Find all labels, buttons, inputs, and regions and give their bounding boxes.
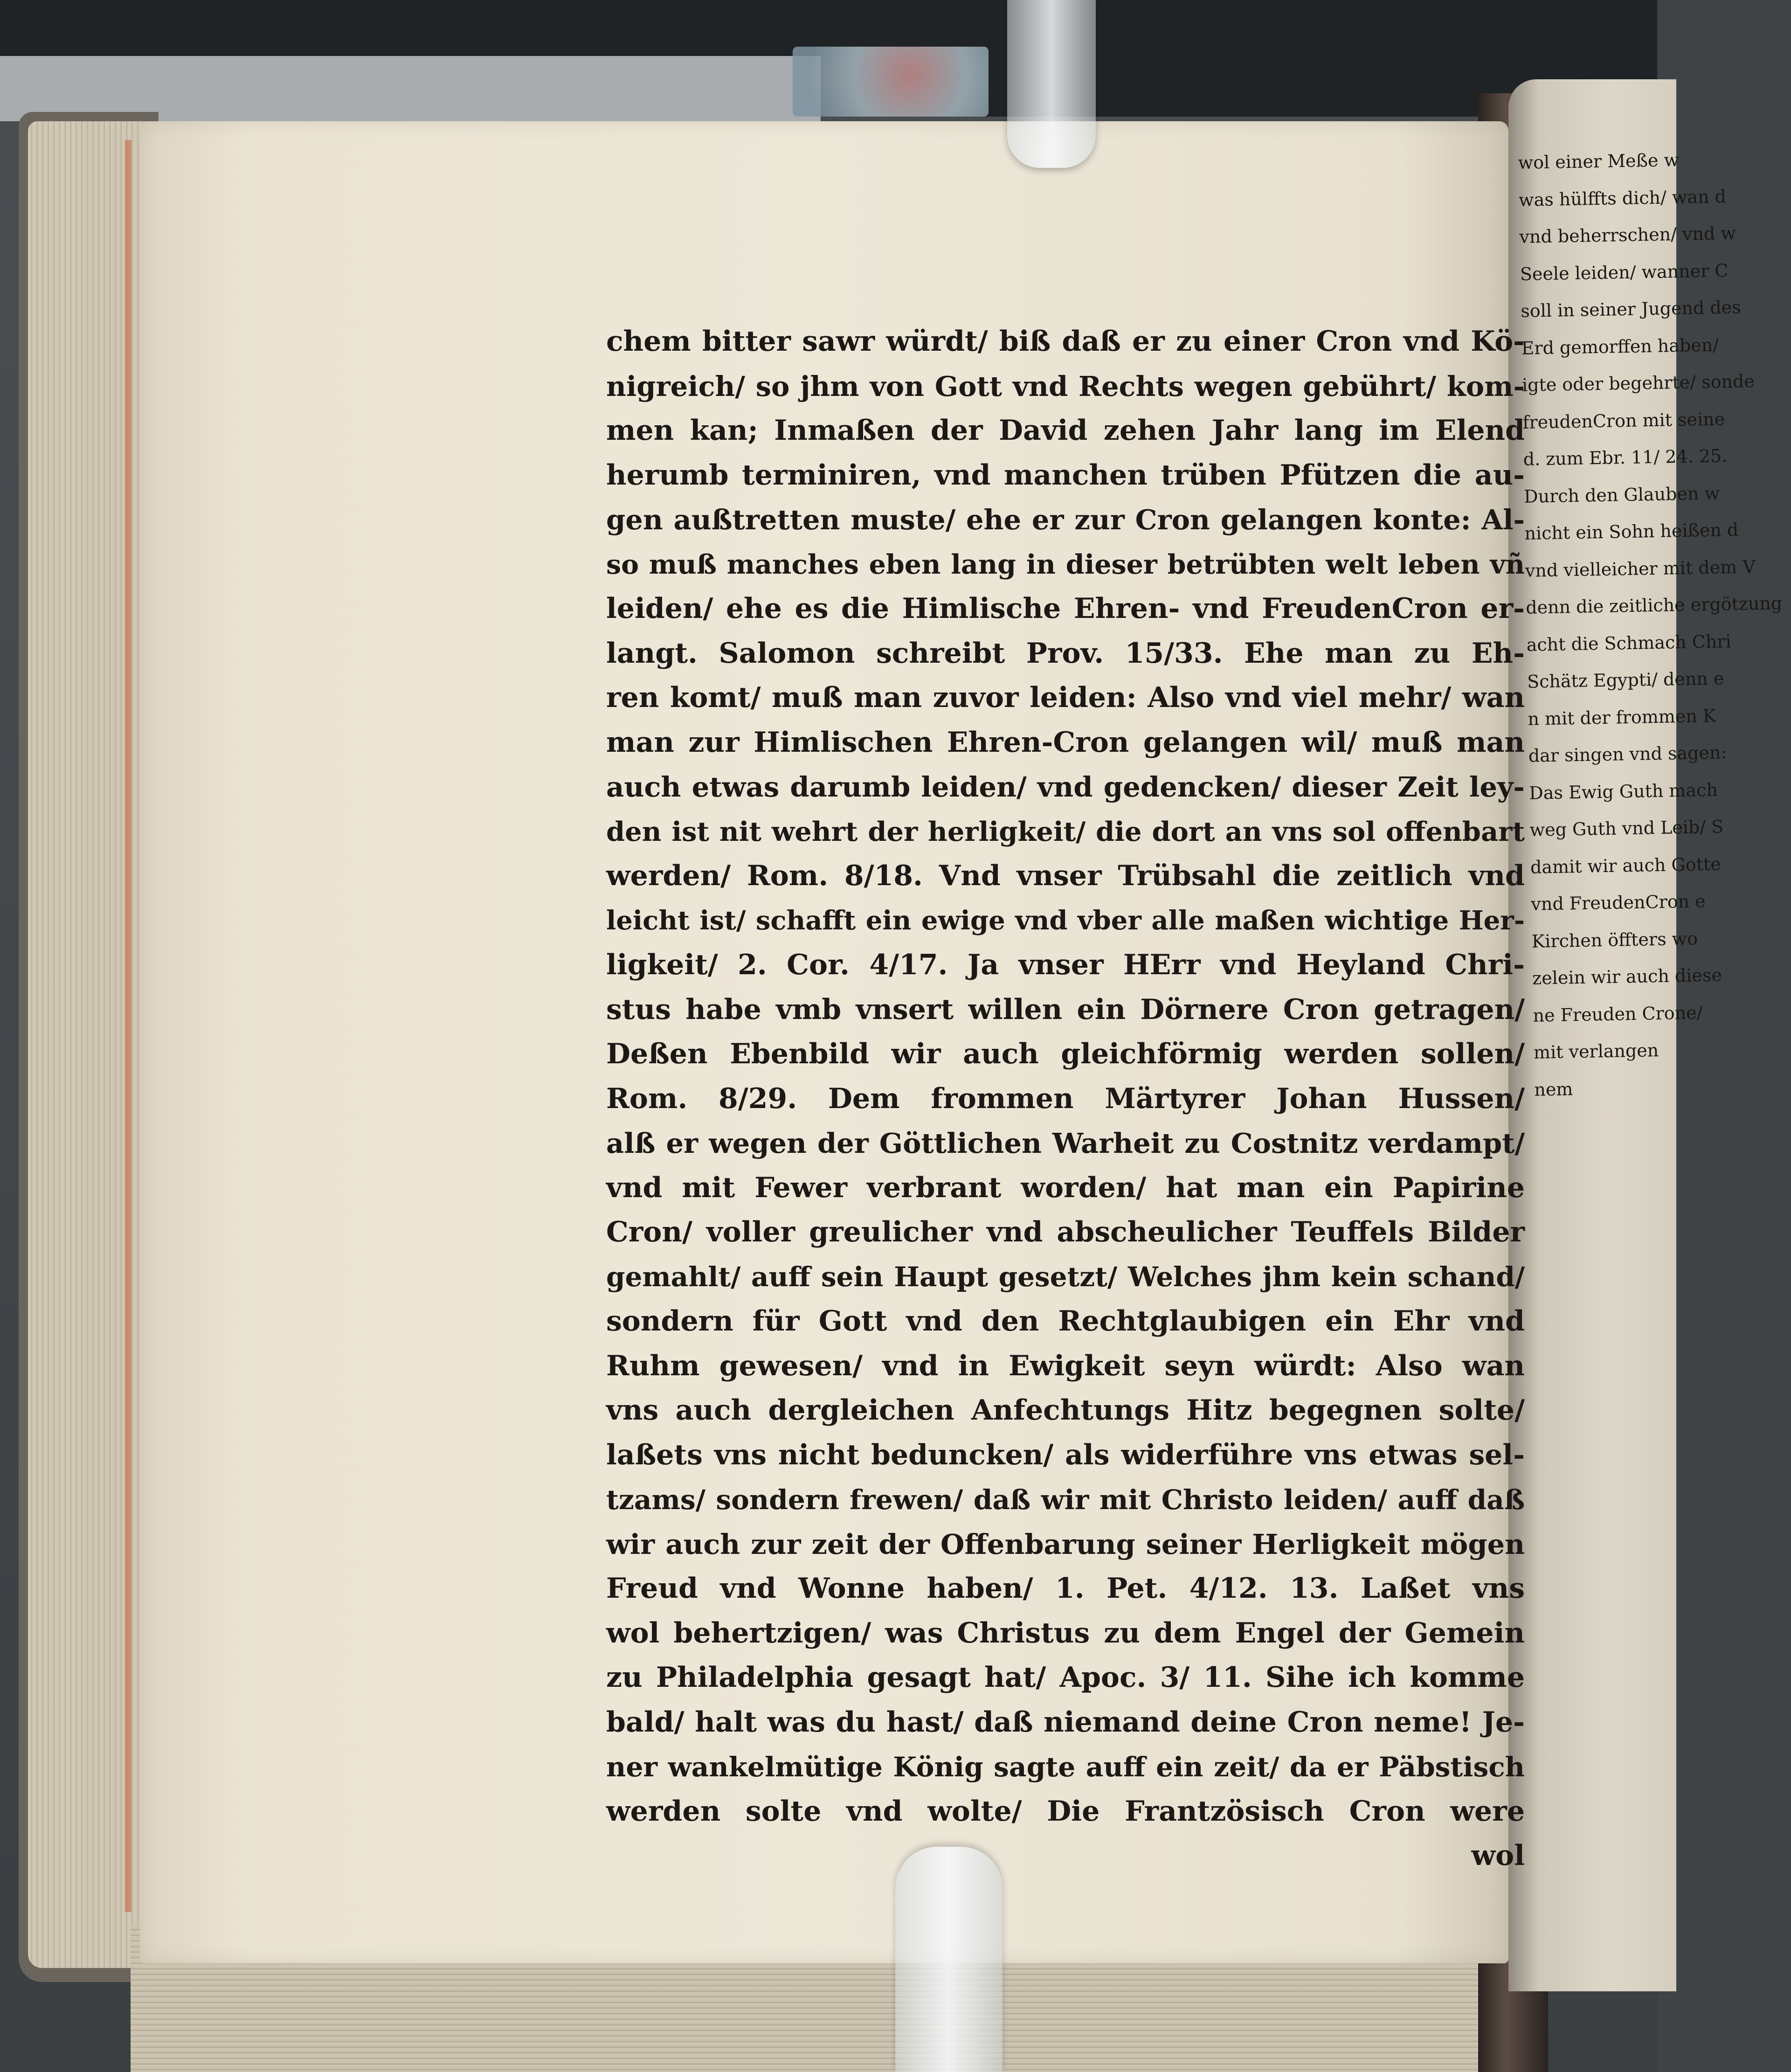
facing-page-text — [1518, 142, 1783, 1109]
facing-text-line: dar singen vnd sagen: — [1528, 742, 1727, 766]
facing-text-line: igte oder begehrte/ sonde — [1521, 371, 1755, 395]
facing-page — [1508, 79, 1783, 1991]
facing-text-line: weg Guth vnd Leib/ S — [1529, 816, 1724, 840]
bottom-page-clip — [895, 1847, 1003, 2072]
text-line: werden/ Rom. 8/18. Vnd vnser Trübsahl die zeitlich vnd — [606, 859, 1525, 892]
text-line: Deßen Ebenbild wir auch gleichförmig werden sollen/ — [606, 1038, 1525, 1070]
text-line: Rom. 8/29. Dem frommen Märtyrer Johan Hussen/ — [606, 1082, 1525, 1115]
facing-text-line: wol einer Meße w — [1518, 149, 1680, 173]
text-line: zu Philadelphia gesagt hat/ Apoc. 3/ 11. Sihe ich komme — [606, 1661, 1525, 1694]
facing-text-line: mit verlangen — [1533, 1040, 1659, 1063]
text-line: werden solte vnd wolte/ Die Frantzösisch Cron were — [606, 1795, 1525, 1828]
facing-text-line: denn die zeitliche ergötzung — [1525, 593, 1783, 618]
text-line: chem bitter sawr würdt/ biß daß er zu einer Cron vnd Kö- — [606, 325, 1525, 358]
facing-text-line: Durch den Glauben w — [1523, 483, 1720, 507]
text-line: leiden/ ehe es die Himlische Ehren- vnd FreudenCron er- — [606, 592, 1525, 625]
facing-text-line: n mit der frommen K — [1528, 705, 1716, 729]
text-line: nigreich/ so jhm von Gott vnd Rechts wegen gebührt/ kom- — [606, 370, 1525, 402]
text-line: ligkeit/ 2. Cor. 4/17. Ja vnser HErr vnd Heyland Chri- — [606, 949, 1525, 981]
text-line: ner wankelmütige König sagte auff ein zeit/ da er Päbstisch — [606, 1751, 1525, 1783]
text-line: alß er wegen der Göttlichen Warheit zu Costnitz verdampt/ — [606, 1127, 1525, 1159]
text-line: wir auch zur zeit der Offenbarung seiner Herligkeit mögen — [606, 1528, 1525, 1560]
text-line: bald/ halt was du hast/ daß niemand deine Cron neme! Je- — [606, 1705, 1525, 1739]
facing-text-line: Das Ewig Guth mach — [1528, 779, 1718, 804]
facing-text-line: ne Freuden Crone/ — [1533, 1002, 1703, 1026]
text-line: laßets vns nicht beduncken/ als widerführe vns etwas sel- — [606, 1438, 1525, 1471]
facing-text-line: Erd gemorffen haben/ — [1521, 334, 1719, 359]
text-line: vns auch dergleichen Anfechtungs Hitz begegnen solte/ — [606, 1394, 1525, 1427]
text-line: so muß manches eben lang in dieser betrübten welt leben vñ — [606, 548, 1525, 580]
text-line: gemahlt/ auff sein Haupt gesetzt/ Welches jhm kein schand/ — [606, 1261, 1525, 1293]
facing-text-line: nicht ein Sohn heißen d — [1524, 519, 1739, 544]
text-line: men kan; Inmaßen der David zehen Jahr lang im Elend — [606, 414, 1525, 447]
text-line: den ist nit wehrt der herligkeit/ die dort an vns sol offenbart — [606, 815, 1525, 847]
top-page-clip — [1007, 0, 1096, 168]
facing-text-line: zelein wir auch diese — [1532, 964, 1722, 989]
text-line: wol behertzigen/ was Christus zu dem Engel der Gemein — [606, 1616, 1525, 1649]
binding-cloth — [793, 47, 989, 117]
facing-text-line: Kirchen öffters wo — [1531, 928, 1698, 952]
facing-text-line: was hülffts dich/ wan d — [1518, 186, 1727, 210]
text-line: langt. Salomon schreibt Prov. 15/33. Ehe man zu Eh- — [606, 637, 1525, 670]
text-line: leicht ist/ schafft ein ewige vnd vber alle maßen wichtige Her- — [606, 905, 1525, 936]
facing-text-line: d. zum Ebr. 11/ 24. 25. — [1523, 445, 1728, 470]
red-edge-stain — [125, 140, 131, 1912]
text-line: Cron/ voller greulicher vnd abscheulicher Teuffels Bilder — [606, 1216, 1525, 1248]
text-line: sondern für Gott vnd den Rechtglaubigen ein Ehr vnd — [606, 1305, 1525, 1337]
text-line: stus habe vmb vnsert willen ein Dörnere Cron getragen/ — [606, 993, 1525, 1026]
text-line: man zur Himlischen Ehren-Cron gelangen wil/ muß man — [606, 726, 1525, 759]
facing-text-line: Schätz Egypti/ denn e — [1527, 668, 1724, 692]
text-line: auch etwas darumb leiden/ vnd gedencken/ dieser Zeit ley- — [606, 770, 1525, 803]
cradle-board — [0, 56, 821, 121]
text-line: tzams/ sondern frewen/ daß wir mit Christo leiden/ auff daß — [606, 1483, 1525, 1516]
page-text-block — [606, 319, 1525, 1878]
text-line: ren komt/ muß man zuvor leiden: Also vnd viel mehr/ wan — [606, 681, 1525, 714]
catchword: wol — [1471, 1839, 1525, 1872]
text-line: gen außtretten muste/ ehe er zur Cron gelangen konte: Al- — [606, 504, 1525, 536]
facing-text-line: vnd beherrschen/ vnd w — [1519, 222, 1736, 247]
facing-text-line: acht die Schmach Chri — [1526, 631, 1732, 655]
facing-text-line: Seele leiden/ wanner C — [1520, 260, 1729, 284]
text-line: vnd mit Fewer verbrant worden/ hat man ein Papirine — [606, 1171, 1525, 1204]
facing-text-line: damit wir auch Gotte — [1530, 853, 1722, 878]
text-line: herumb terminiren, vnd manchen trüben Pfützen die au- — [606, 458, 1525, 492]
facing-text-line: freudenCron mit seine — [1522, 408, 1725, 433]
facing-text-line: nem — [1534, 1078, 1573, 1100]
left-page — [140, 121, 1525, 1963]
text-line: Ruhm gewesen/ vnd in Ewigkeit seyn würdt: Also wan — [606, 1349, 1525, 1382]
facing-text-line: vnd FreudenCron e — [1531, 891, 1706, 915]
facing-text-line: vnd vielleicher mit dem V — [1525, 556, 1756, 581]
facing-text-line: soll in seiner Jugend des — [1520, 297, 1742, 321]
text-line: Freud vnd Wonne haben/ 1. Pet. 4/12. 13. Laßet vns — [606, 1572, 1525, 1605]
